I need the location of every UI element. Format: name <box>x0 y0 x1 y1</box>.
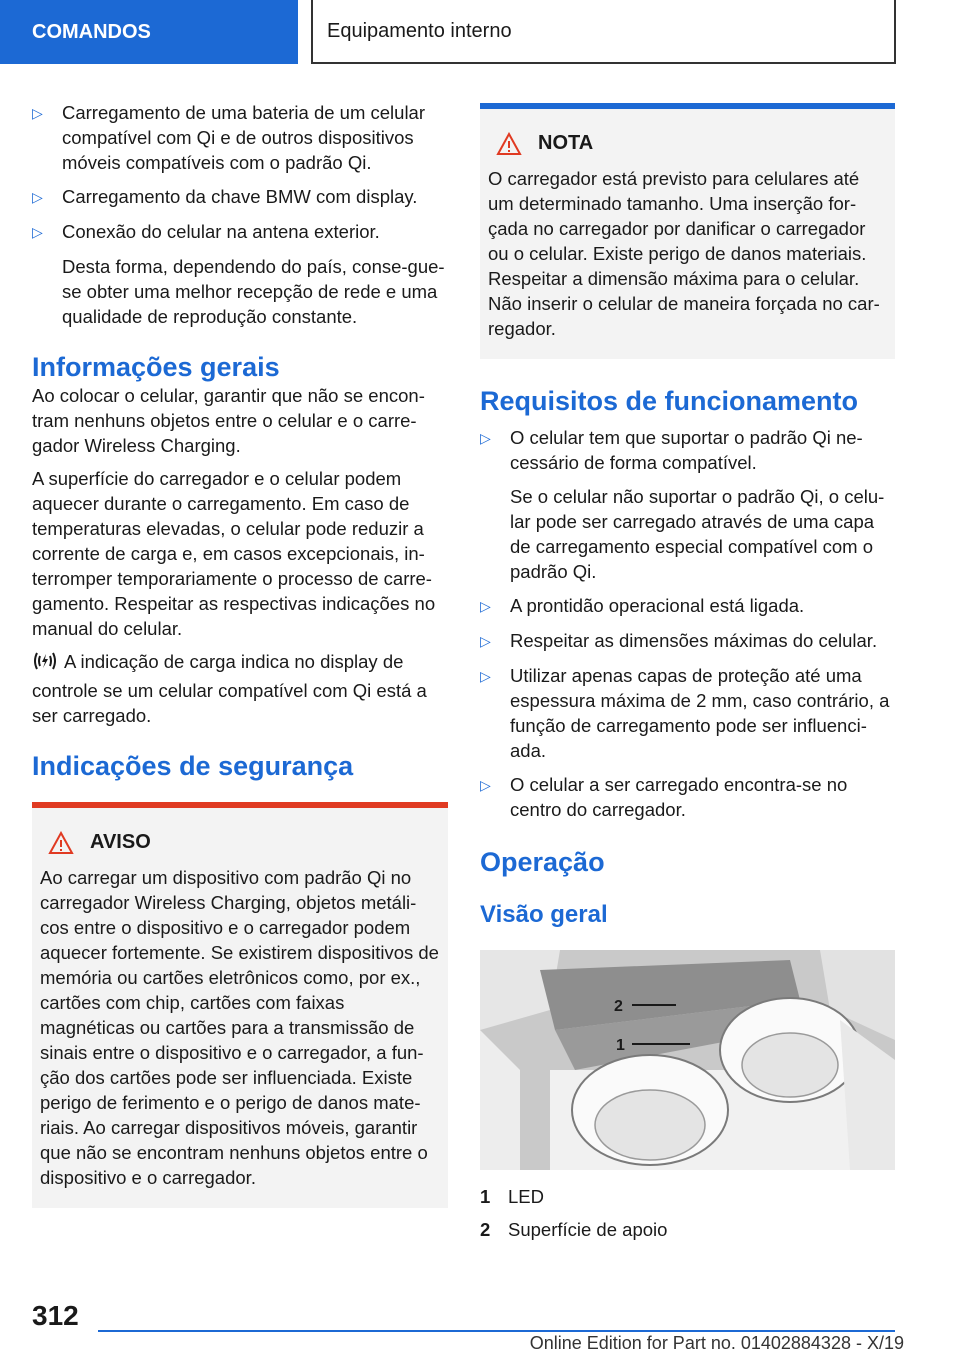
list-item: ▷ Utilizar apenas capas de proteção até uma espessura máxima de 2 mm, caso contrário, a função de carregamento pode ser influenci-ada. <box>480 665 890 761</box>
paragraph: A indicação de carga indica no display de controle se um celular compatível com Qi está a ser carregado. <box>32 651 427 726</box>
warning-text: Ao carregar um dispositivo com padrão Qi no carregador Wireless Charging, objetos metáli-cos entre o dispositivo e o carregador podem aquecer fortemente. Se existirem dispositivos de memória ou cartões eletrônicos como, por ex., cartões com chip, cartões com faixas magnéticas ou cartões para a transmissão de sinais entre o dispositivo e o carregador, a fun-ção dos cartões pode ser influenciada. Existe perigo de ferimento e o perigo de danos mate-riais. Ao carregar dispositivos móveis, garantir que não se encontram nenhuns objetos entre o dispositivo e o carregador. <box>40 867 439 1188</box>
figure-label-1: 1 <box>616 1037 625 1054</box>
section-heading: Informações gerais <box>32 352 280 382</box>
list-item: ▷ Respeitar as dimensões máximas do celular. <box>480 628 895 654</box>
triangle-bullet-icon: ▷ <box>480 430 491 446</box>
section-heading: Indicações de segurança <box>32 751 354 781</box>
triangle-bullet-icon: ▷ <box>32 224 43 240</box>
note-box <box>480 103 895 359</box>
triangle-bullet-icon: ▷ <box>32 189 43 205</box>
section-heading: Requisitos de funcionamento <box>480 386 859 416</box>
right-column <box>480 103 895 1242</box>
list-item: ▷ Conexão do celular na antena exterior. <box>32 219 448 245</box>
note-title: NOTA <box>488 131 887 156</box>
list-item: ▷ Carregamento da chave BMW com display. <box>32 184 448 210</box>
subsection-heading: Visão geral <box>480 901 608 928</box>
triangle-bullet-icon: ▷ <box>32 105 43 121</box>
warning-triangle-icon <box>48 831 74 855</box>
footer-divider <box>98 1330 895 1332</box>
triangle-bullet-icon: ▷ <box>480 598 491 614</box>
warning-triangle-icon <box>496 132 522 156</box>
list-item-detail: Desta forma, dependendo do país, conse-gue-se obter uma melhor recepção de rede e uma qualidade de reprodução constante. <box>62 256 445 327</box>
paragraph: Ao colocar o celular, garantir que não se encon-tram nenhuns objetos entre o celular e o carre-gador Wireless Charging. <box>32 385 425 456</box>
paragraph: A superfície do carregador e o celular podem aquecer durante o carregamento. Em caso de temperaturas elevadas, o celular pode reduzir a corrente de carga e, em casos excepcionais, in-terromper temporariamente o processo de carre-gamento. Respeitar as respectivas indicações no manual do celular. <box>32 468 436 639</box>
section-heading: Operação <box>480 847 605 877</box>
list-item-detail: Se o celular não suportar o padrão Qi, o celu-lar pode ser carregado através de uma capa de carregamento especial compatível com o padrão Qi. <box>510 486 885 582</box>
triangle-bullet-icon: ▷ <box>480 633 491 649</box>
triangle-bullet-icon: ▷ <box>480 777 491 793</box>
list-item: ▷ A prontidão operacional está ligada. <box>480 593 895 619</box>
charger-illustration <box>480 950 895 1170</box>
warning-title: AVISO <box>40 830 440 855</box>
figure-label-2: 2 <box>614 998 623 1015</box>
section-tab: COMANDOS <box>0 0 298 64</box>
note-text: O carregador está previsto para celulares até um determinado tamanho. Uma inserção for-çada no carregador por danificar o carregador ou o celular. Existe perigo de danos materiais. Respeitar a dimensão máxima para o celular. Não inserir o celular de maneira forçada no car-regador. <box>488 168 880 339</box>
list-item: ▷ O celular a ser carregado encontra-se no centro do carregador. <box>480 774 848 820</box>
warning-box <box>32 802 448 1208</box>
wireless-charging-icon <box>32 650 58 678</box>
chapter-title: Equipamento interno <box>311 0 896 64</box>
list-item: ▷ O celular tem que suportar o padrão Qi ne-cessário de forma compatível. <box>480 427 863 473</box>
list-item: ▷ Carregamento de uma bateria de um celular compatível com Qi e de outros dispositivos móveis compatíveis com o padrão Qi. <box>32 102 425 173</box>
footer-edition: Online Edition for Part no. 01402884328 - X/19 <box>529 1333 904 1353</box>
triangle-bullet-icon: ▷ <box>480 668 491 684</box>
legend-item: 2 Superfície de apoio <box>480 1219 668 1240</box>
page-number: 312 <box>32 1300 79 1331</box>
legend-item: 1 LED <box>480 1186 544 1207</box>
left-column <box>32 100 448 1208</box>
